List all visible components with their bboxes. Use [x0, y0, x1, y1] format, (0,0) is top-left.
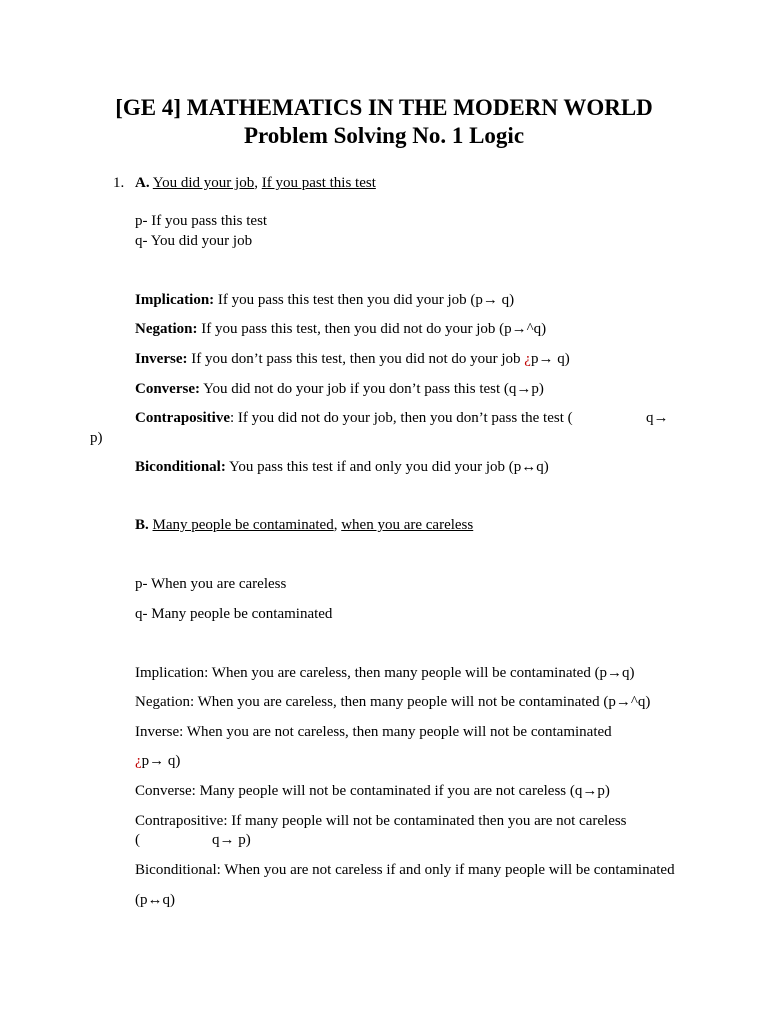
converse-text: You did not do your job if you don’t pass this test (q→p) — [199, 381, 544, 397]
contrapositive-q-formula: q→ — [646, 410, 669, 426]
negation-text: If you pass this test, then you did not do your job (p→^q) — [197, 321, 547, 337]
part-b-statement-2: when you are careless — [341, 517, 474, 533]
part-b-inverse-formula-line — [135, 752, 180, 770]
part-b-converse: Converse: Many people will not be contaminated if you are not careless (q→p) — [135, 783, 610, 799]
inverse-label: Inverse: — [135, 351, 188, 367]
part-b-implication: Implication: When you are careless, then many people will be contaminated (p→q) — [135, 665, 635, 681]
part-b-contrapositive: Contrapositive: If many people will not be contaminated then you are not careless — [135, 813, 627, 829]
negation-label: Negation: — [135, 321, 198, 337]
part-b-inverse-formula: p→ q) — [141, 753, 181, 769]
inverse-formula: p→ q) — [530, 351, 570, 367]
document-subtitle: Problem Solving No. 1 Logic — [243, 123, 525, 148]
implication-label: Implication: — [135, 292, 215, 308]
part-a-inverse — [135, 350, 570, 368]
list-number: 1. — [113, 175, 125, 191]
converse-label: Converse: — [135, 381, 200, 397]
part-b-label: B. — [135, 517, 149, 533]
part-b-p-definition: p- When you are careless — [135, 576, 287, 592]
biconditional-text: You pass this test if and only you did your job (p↔q) — [225, 459, 549, 475]
part-b-q-definition: q- Many people be contaminated — [135, 606, 333, 622]
part-b-separator: , — [333, 517, 338, 533]
part-a-converse — [135, 380, 544, 398]
part-a-contrapositive — [135, 409, 573, 427]
biconditional-label: Biconditional: — [135, 459, 226, 475]
contrapositive-p-formula: p) — [90, 430, 103, 446]
part-a-negation — [135, 320, 546, 338]
part-b-negation: Negation: When you are careless, then many people will not be contaminated (p→^q) — [135, 694, 651, 710]
part-a-statement-1: You did your job — [152, 175, 255, 191]
part-a-heading — [135, 174, 376, 192]
part-a-q-definition: q- You did your job — [135, 233, 253, 249]
part-b-contrapositive-formula: q→ p) — [212, 832, 251, 848]
part-b-contrapositive-open: ( — [135, 832, 140, 848]
part-b-inverse-symbol: ¿ — [135, 753, 142, 769]
part-a-statement-2: If you past this test — [261, 175, 376, 191]
contrapositive-text: : If you did not do your job, then you don’t pass the test ( — [230, 410, 573, 426]
implication-text: If you pass this test then you did your job (p→ q) — [214, 292, 515, 308]
contrapositive-label: Contrapositive — [135, 410, 230, 426]
part-b-biconditional: Biconditional: When you are not careless if and only if many people will be contaminated — [135, 862, 675, 878]
part-b-heading — [135, 516, 473, 534]
part-a-p-definition: p- If you pass this test — [135, 213, 268, 229]
document-title: [GE 4] MATHEMATICS IN THE MODERN WORLD — [115, 95, 653, 120]
part-b-biconditional-formula: (p↔q) — [135, 892, 175, 908]
part-b-inverse: Inverse: When you are not careless, then many people will not be contaminated — [135, 724, 612, 740]
inverse-symbol: ¿ — [524, 351, 531, 367]
inverse-text: If you don’t pass this test, then you did not do your job — [187, 351, 525, 367]
part-a-label: A. — [135, 175, 150, 191]
part-a-separator: , — [254, 175, 258, 191]
part-a-implication — [135, 291, 514, 309]
part-b-statement-1: Many people be contaminated — [152, 517, 334, 533]
part-a-biconditional — [135, 458, 549, 476]
